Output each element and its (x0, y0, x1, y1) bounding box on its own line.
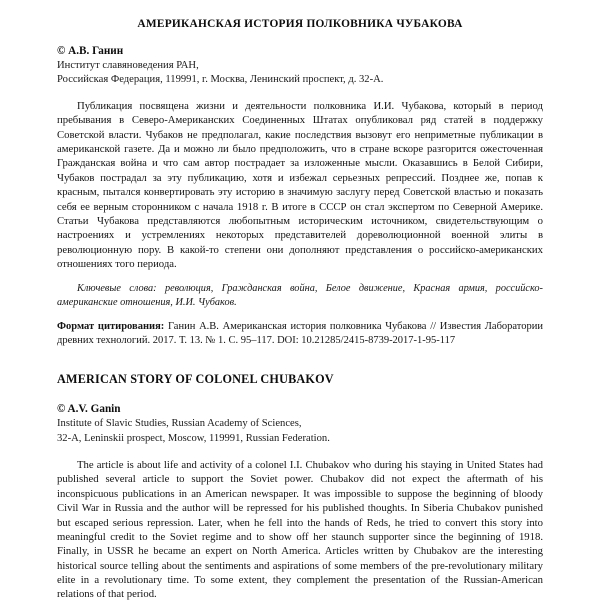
english-affiliation-line-2: 32-A, Leninskii prospect, Moscow, 119991, Russian Federation. (57, 432, 330, 444)
english-author-name: © A.V. Ganin (57, 403, 121, 416)
russian-affiliation-line-2: Российская Федерация, 119991, г. Москва, Ленинский проспект, д. 32-А. (57, 74, 384, 86)
english-affiliation-line-1: Institute of Slavic Studies, Russian Academy of Sciences, (57, 418, 302, 430)
russian-author-block (57, 44, 543, 88)
english-abstract: The article is about life and activity of a colonel I.I. Chubakov who during his staying in United States had published several article to support the Soviet power. Chubakov did not expect the aftermath of his inconspicuous publications in an American newspaper. It was impossible to suppose the beginning of bloody Civil War in Russia and the author will be repressed for his published thoughts. In Siberia Chubakov punished but escaped serious repression. Later, when he fell into the hands of Reds, he tried to convert this story into meaningful credit to the Soviet regime and to show off her staunch supporter since the beginning of 1918. Finally, in USSR he became an expert on North America. Articles written by Chubakov are the interesting historical source telling about the sentiments and aspirations of some members of the pre-revolutionary military elite in a revolutionary time. To some extent, they complement the presentation of the Russian-American relations of that period. (57, 458, 543, 601)
citation-format (57, 320, 543, 348)
russian-keywords-label: Ключевые слова: (77, 283, 157, 295)
russian-keywords (57, 282, 543, 309)
english-author-block (57, 402, 543, 446)
citation-format-label: Формат цитирования: (57, 320, 165, 332)
russian-author-name: © А.В. Ганин (57, 45, 124, 58)
page-title: АМЕРИКАНСКАЯ ИСТОРИЯ ПОЛКОВНИКА ЧУБАКОВА (137, 18, 463, 30)
english-page-title: AMERICAN STORY OF COLONEL CHUBAKOV (57, 372, 334, 387)
russian-abstract: Публикация посвящена жизни и деятельности полковника И.И. Чубакова, который в период пребывания в Северо-Американских Соединенных Штатах опубликовал ряд статей в поддержку Советской власти. Чубаков не предполагал, какие последствия вызовут его неприметные публикации в американской газете. Да и можно ли было предположить, что в стране вскоре разгорится ожесточенная Гражданская война и что сам автор пострадает за изложенные мысли. Оказавшись в Белой Сибири, Чубаков пострадал за эту публикацию, хотя и избежал серьезных репрессий. Позднее же, попав к красным, пытался конвертировать эту историю в значимую заслугу перед Советской властью и показать себя ее верным сторонником с начала 1918 г. В итоге в СССР он стал экспертом по Северной Америке. Статьи Чубакова представляются любопытным историческим источником, свидетельствующим о настроениях и устремлениях некоторых представителей дореволюционной военной элиты в революционную пору. В какой-то степени они дополняют представления о российско-американских отношениях того периода. (57, 99, 543, 271)
russian-affiliation-line-1: Институт славяноведения РАН, (57, 60, 199, 72)
russian-keywords-text: революция, Гражданская война, Белое движение, Красная армия, российско-американские отношения, И.И. Чубаков. (57, 283, 543, 308)
citation-format-text: Ганин А.В. Американская история полковника Чубакова // Известия Лаборатории древних технологий. 2017. Т. 13. № 1. С. 95–117. DOI: 10.21285/2415-8739-2017-1-95-117 (57, 320, 543, 346)
